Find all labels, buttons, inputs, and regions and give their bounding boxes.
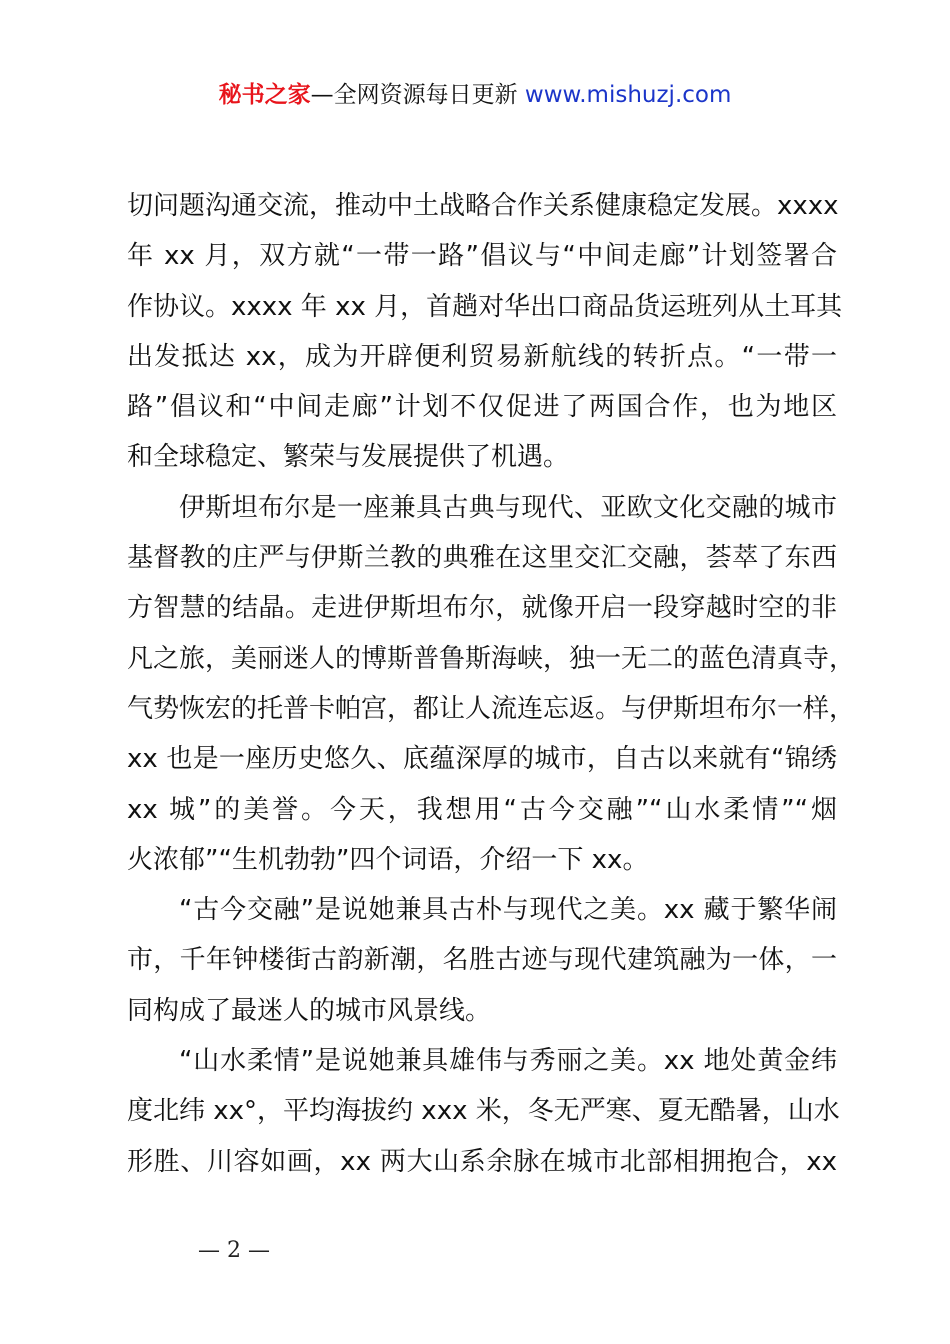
text-line: 伊斯坦布尔是一座兼具古典与现代、亚欧文化交融的城市: [179, 492, 837, 523]
text-line: xx 城”的美誉。今天，我想用“古今交融”“山水柔情”“烟: [127, 794, 837, 825]
paragraph: [127, 181, 843, 483]
text-line: “山水柔情”是说她兼具雄伟与秀丽之美。xx 地处黄金纬: [179, 1046, 837, 1077]
text-line: xx 也是一座历史悠久、底蕴深厚的城市，自古以来就有“锦绣: [127, 744, 837, 775]
document-header: [0, 78, 950, 112]
text-line: 凡之旅，美丽迷人的博斯普鲁斯海峡，独一无二的蓝色清真寺，: [127, 643, 856, 674]
paragraph: [127, 1036, 840, 1187]
document-body: [127, 181, 856, 1187]
text-line: 同构成了最迷人的城市风景线。: [127, 995, 492, 1026]
paragraph: [127, 483, 856, 885]
text-line: 基督教的庄严与伊斯兰教的典雅在这里交汇交融，荟萃了东西: [127, 543, 837, 574]
text-line: 气势恢宏的托普卡帕宫，都让人流连忘返。与伊斯坦布尔一样，: [127, 693, 856, 724]
text-line: 年 xx 月，双方就“一带一路”倡议与“中间走廊”计划签署合: [127, 241, 837, 272]
text-line: “古今交融”是说她兼具古朴与现代之美。xx 藏于繁华闹: [179, 895, 837, 926]
text-line: 形胜、川容如画，xx 两大山系余脉在城市北部相拥抱合，xx: [127, 1146, 837, 1177]
text-line: 切问题沟通交流，推动中土战略合作关系健康稳定发展。xxxx: [127, 191, 839, 221]
text-line: 市，千年钟楼街古韵新潮，名胜古迹与现代建筑融为一体，一: [127, 945, 837, 976]
text-line: 作协议。xxxx 年 xx 月，首趟对华出口商品货运班列从土耳其: [127, 291, 843, 322]
header-tagline: —全网资源每日更新: [310, 82, 518, 108]
page-number: — 2 —: [198, 1238, 270, 1263]
paragraph: [127, 885, 837, 1036]
text-line: 路”倡议和“中间走廊”计划不仅促进了两国合作，也为地区: [127, 392, 837, 423]
text-line: 火浓郁”“生机勃勃”四个词语，介绍一下 xx。: [127, 844, 649, 875]
site-url[interactable]: www.mishuzj.com: [524, 82, 732, 108]
text-line: 度北纬 xx°，平均海拔约 xxx 米，冬无严寒、夏无酷暑，山水: [127, 1096, 840, 1127]
text-line: 和全球稳定、繁荣与发展提供了机遇。: [127, 442, 570, 473]
brand-name: 秘书之家: [218, 82, 311, 108]
text-line: 方智慧的结晶。走进伊斯坦布尔，就像开启一段穿越时空的非: [127, 593, 837, 624]
text-line: 出发抵达 xx，成为开辟便利贸易新航线的转折点。“一带一: [127, 341, 837, 372]
